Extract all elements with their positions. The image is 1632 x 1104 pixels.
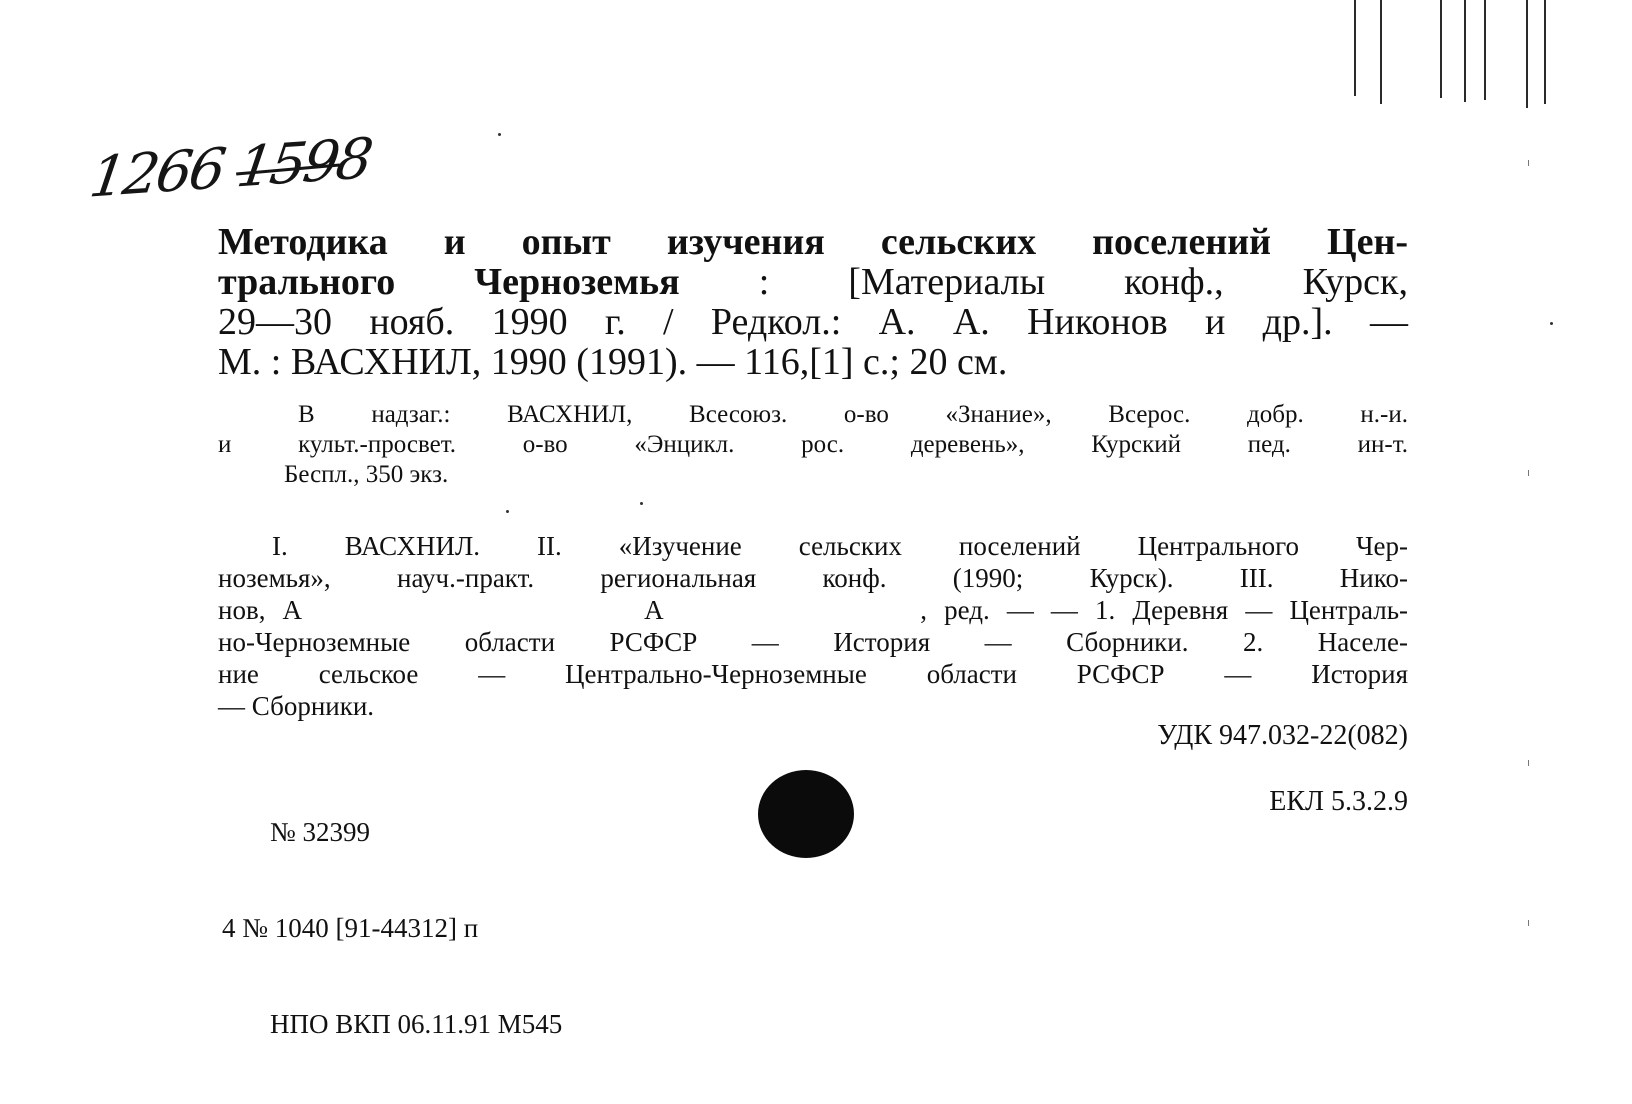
note-line: и культ.-просвет. о-во «Энцикл. рос. деревень», Курский пед. ин-т. — [218, 431, 1408, 458]
tracing-line: нов, А А , ред. — — 1. Деревня — Централь- — [218, 595, 1408, 625]
speck — [1550, 322, 1553, 325]
speck — [1528, 470, 1529, 476]
title-bold: Методика и опыт изучения сельских поселений Цен- — [218, 221, 1408, 263]
title-line: трального Черноземья : [Материалы конф., Курск, — [218, 261, 1408, 303]
tracing-line: ние сельское — Центрально-Черноземные области РСФСР — История — [218, 659, 1408, 689]
tracing-line: — Сборники. — [218, 691, 375, 721]
speck — [640, 502, 643, 505]
note-line: Беспл., 350 экз. — [284, 461, 449, 488]
imprint-number: № 32399 — [270, 817, 371, 847]
speck — [1528, 760, 1529, 766]
card-edge-marks — [1354, 0, 1584, 120]
imprint-npo: НПО ВКП 06.11.91 М545 — [270, 1009, 563, 1039]
speck — [1528, 920, 1529, 926]
ekl-code: ЕКЛ 5.3.2.9 — [1269, 786, 1408, 817]
handwritten-inventory-number: 1266 1598 — [85, 126, 375, 211]
bibliographic-entry — [218, 222, 1408, 382]
imprint-order: 4 № 1040 [91-44312] п — [222, 913, 479, 943]
speck — [1528, 160, 1529, 166]
imprint-block — [222, 752, 562, 1104]
title-bold: трального Черноземья — [218, 261, 680, 303]
title-line: М. : ВАСХНИЛ, 1990 (1991). — 116,[1] с.; 20 см. — [218, 341, 1008, 383]
tracing-line: но-Черноземные области РСФСР — История — Сборники. 2. Населе- — [218, 627, 1408, 657]
tracing-line: I. ВАСХНИЛ. II. «Изучение сельских поселений Центрального Чер- — [272, 531, 1408, 561]
tracing-line: ноземья», науч.-практ. региональная конф. (1990; Курск). III. Нико- — [218, 563, 1408, 593]
speck — [498, 133, 501, 136]
tracings-block — [218, 530, 1408, 722]
punch-hole-blot — [758, 770, 854, 858]
note-line: В надзаг.: ВАСХНИЛ, Всесоюз. о-во «Знание», Всерос. добр. н.-и. — [298, 401, 1408, 428]
speck — [506, 510, 509, 513]
notes-block — [218, 400, 1408, 490]
title-line — [218, 222, 1408, 262]
title-line: 29—30 нояб. 1990 г. / Редкол.: А. А. Никонов и др.]. — — [218, 301, 1408, 343]
udk-code: УДК 947.032-22(082) — [1157, 720, 1408, 751]
